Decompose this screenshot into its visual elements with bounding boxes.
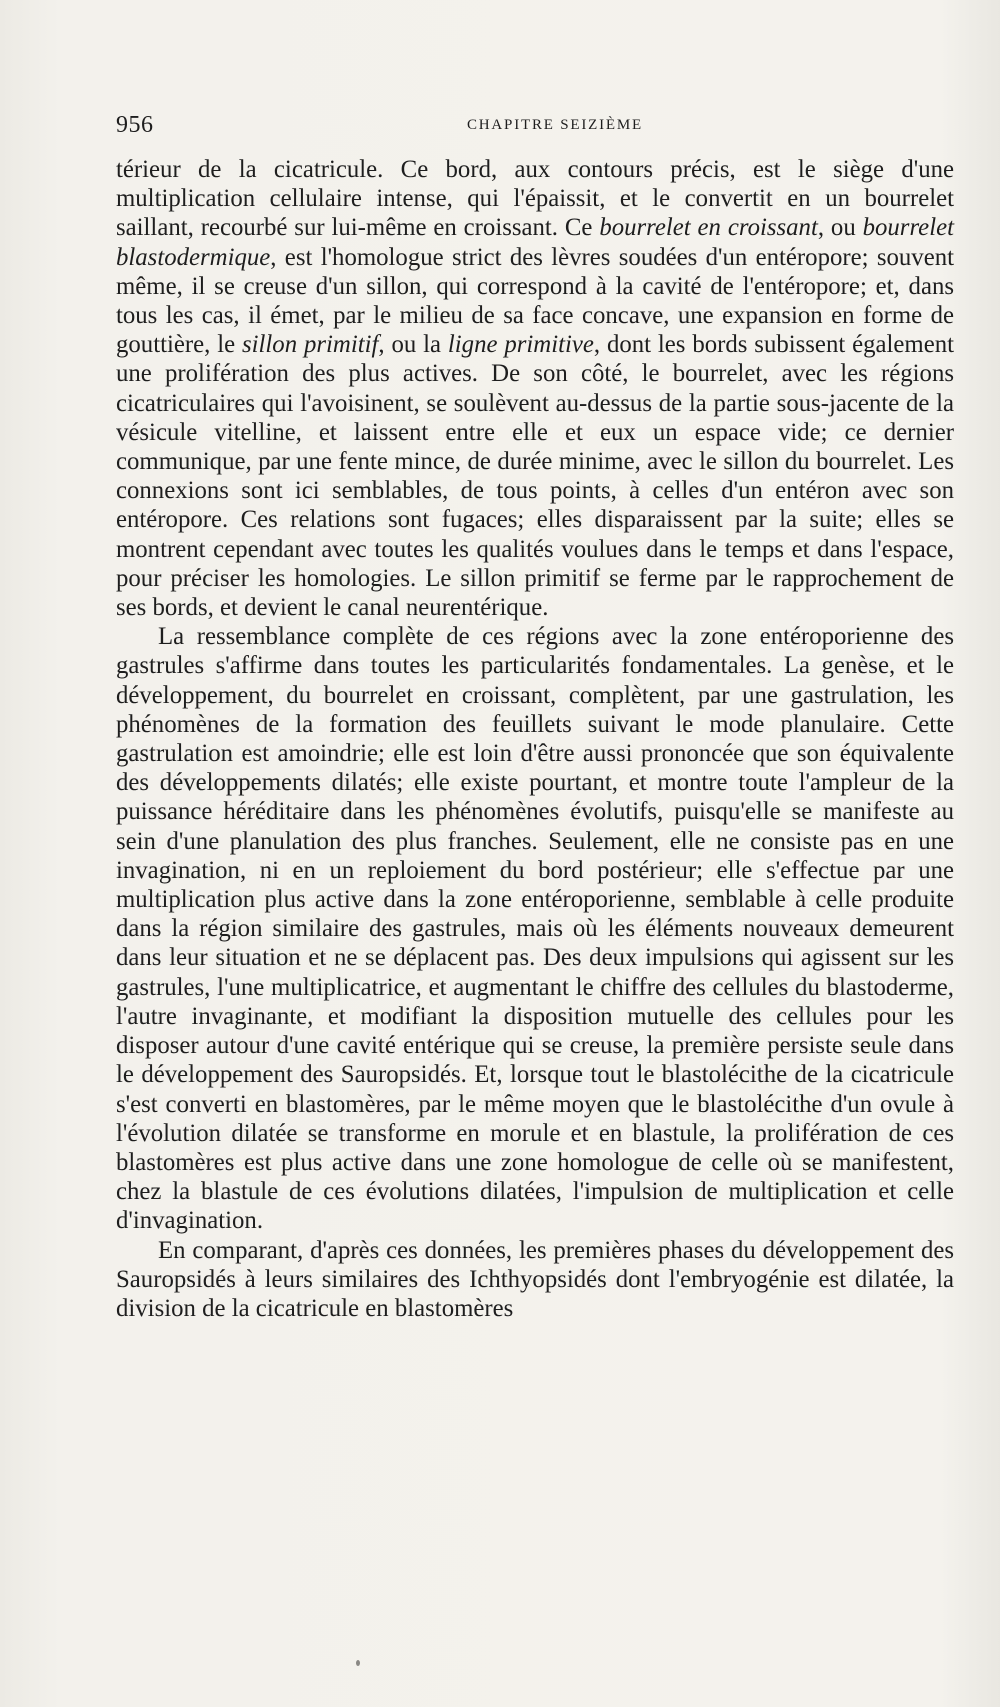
text-run: La ressemblance complète de ces régions avec la zone entéroporienne des gastrules s'affirme dans toutes les particularités fondamentales. La genèse, et le développement, du bourrelet en croissant, complètent, par une gastrulation, les phénomènes de la formation des feuillets suivant le mode planulaire. Cette gastrulation est amoindrie; elle est loin d'être aussi prononcée que son équivalente des développements dilatés; elle existe pourtant, et montre toute l'ampleur de la puissance héréditaire dans les phénomènes évolutifs, puisqu'elle se manifeste au sein d'une planulation des plus franches. Seulement, elle ne consiste pas en une invagination, ni en un reploiement du bord postérieur; elle s'effectue par une multiplication plus active dans la zone entéroporienne, semblable à celle produite dans la région similaire des gastrules, mais où les éléments nouveaux demeurent dans leur situation et ne se déplacent pas. Des deux impulsions qui agissent sur les gastrules, l'une multiplicatrice, et augmentant le chiffre des cellules du blastoderme, l'autre invaginante, et modifiant la disposition mutuelle des cellules pour les disposer autour d'une cavité entérique qui se creuse, la première persiste seule dans le développement des Sauropsidés. Et, lorsque tout le blastolécithe de la cicatricule s'est converti en blastomères, par le même moyen que le blastolécithe d'un ovule à l'évolution dilatée se transforme en morule et en blastule, la prolifération de ces blastomères est plus active dans une zone homologue de celle où se manifestent, chez la blastule de ces évolutions dilatées, l'impulsion de multiplication et celle d'invagination.: [116, 623, 954, 1235]
paragraph: [116, 155, 954, 622]
body-text: [116, 155, 954, 1323]
running-head: [116, 112, 954, 140]
text-run: térieur de la cicatricule. Ce bord, aux contours précis, est le siège d'une multiplication cellulaire intense, qui l'épaissit, et le convertit en un bourrelet saillant, recourbé sur lui-même en croissant. Ce: [116, 156, 954, 242]
text-run: , dont les bords subissent également une prolifération des plus actives. De son côté, le bourrelet, avec les régions cicatriculaires qui l'avoisinent, se soulèvent au-dessus de la partie sous-jacente de la vésicule vitelline, et laissent entre elle et eux un espace vide; ce dernier communique, par une fente mince, de durée minime, avec le sillon du bourrelet. Les connexions sont ici semblables, de tous points, à celles d'un entéron avec son entéropore. Ces relations sont fugaces; elles disparaissent par la suite; elles se montrent cependant avec toutes les qualités voulues dans le temps et dans l'espace, pour préciser les homologies. Le sillon primitif se ferme par le rapprochement de ses bords, et devient le canal neurentérique.: [116, 331, 954, 622]
italic-term: sillon primitif: [241, 331, 379, 359]
italic-term: ligne primitive: [447, 331, 594, 359]
italic-term: bourrelet blastodermique: [116, 214, 954, 271]
ink-speck: [356, 1660, 360, 1666]
text-run: En comparant, d'après ces données, les premières phases du développement des Sauropsidés à leurs similaires des Ichthyopsidés dont l'embryogénie est dilatée, la division de la cicatricule en blastomères: [116, 1236, 954, 1322]
page-number: 956: [116, 112, 154, 138]
chapter-title: CHAPITRE SEIZIÈME: [466, 117, 643, 133]
paragraph: [116, 1236, 954, 1324]
paragraph: [116, 622, 954, 1235]
text-run: , est l'homologue strict des lèvres soudées d'un entéropore; souvent même, il se creuse d'un sillon, qui correspond à la cavité de l'entéropore; et, dans tous les cas, il émet, par le milieu de sa face concave, une expansion en forme de gouttière, le: [116, 243, 954, 359]
text-run: , ou la: [378, 331, 448, 359]
italic-term: bourrelet en croissant: [599, 214, 818, 242]
text-run: , ou: [817, 214, 863, 242]
